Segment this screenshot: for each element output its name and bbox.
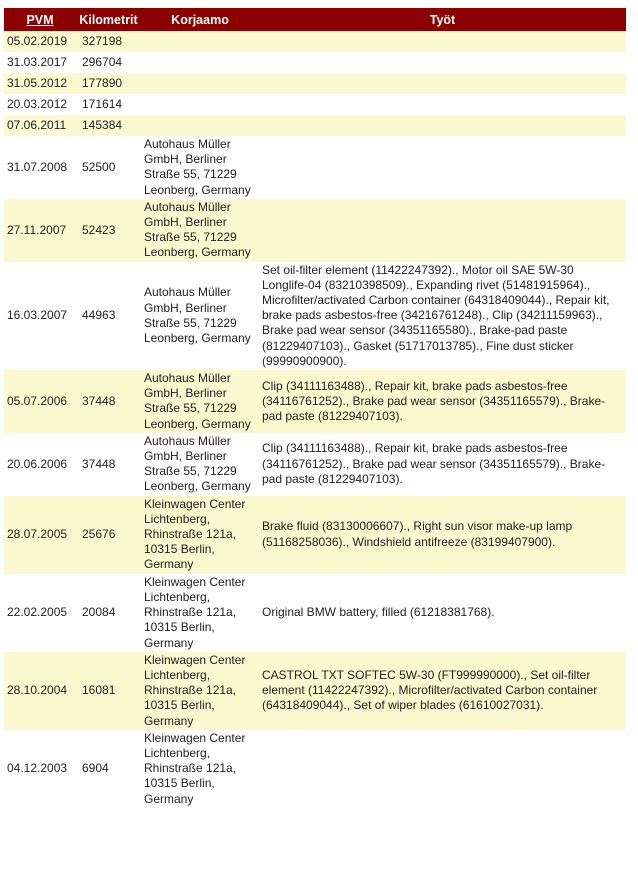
cell-km: 171614	[82, 96, 123, 111]
cell-shop: Kleinwagen Center Lichtenberg, Rhinstraße 121a, 10315 Berlin, Germany	[144, 496, 246, 572]
cell-date: 22.02.2005	[7, 605, 68, 620]
column-header-work: Työt	[429, 12, 456, 27]
cell-km: 6904	[82, 761, 109, 776]
cell-date: 20.03.2012	[7, 96, 68, 111]
table-row	[4, 496, 626, 574]
cell-km: 16081	[82, 683, 116, 698]
cell-km: 44963	[82, 308, 116, 323]
cell-shop: Autohaus Müller GmbH, Berliner Straße 55, 71229 Leonberg, Germany	[144, 285, 251, 346]
table-row	[4, 94, 626, 115]
cell-km: 37448	[82, 456, 116, 471]
cell-date: 04.12.2003	[7, 761, 68, 776]
cell-work: Original BMW battery, filled (61218381768).	[262, 605, 495, 620]
cell-work: Clip (34111163488)., Repair kit, brake pads asbestos-free (34116761252)., Brake pad wear sensor (34351165579)., Brake-pad paste (81229407103).	[262, 441, 606, 486]
cell-km: 177890	[82, 75, 123, 90]
cell-km: 52423	[82, 222, 116, 237]
table-row	[4, 652, 626, 730]
column-header-km[interactable]: Kilometrit	[79, 12, 138, 27]
cell-date: 20.06.2006	[7, 456, 68, 471]
cell-shop: Kleinwagen Center Lichtenberg, Rhinstraße 121a, 10315 Berlin, Germany	[144, 652, 246, 728]
table-row	[4, 31, 626, 52]
cell-work: Set oil-filter element (11422247392)., Motor oil SAE 5W-30 Longlife-04 (83210398509)., Expanding rivet (51481915964)., Microfilter/activated Carbon container (64318409044)., Repair kit, brake pads asbestos-free (34216761248)., Clip (34211159963)., Brake pad wear sensor (34351165580)., Brake-pad paste (81229407103)., Gasket (51717013785)., Fine dust sticker (99990900900).	[262, 262, 610, 368]
cell-work	[259, 52, 626, 73]
cell-km: 296704	[82, 54, 123, 69]
cell-work	[259, 115, 626, 136]
cell-work: Brake fluid (83130006607)., Right sun visor make-up lamp (51168258036)., Windshield antifreeze (83199407900).	[262, 519, 573, 549]
cell-date: 07.06.2011	[7, 117, 67, 132]
service-history-table	[4, 8, 626, 808]
table-row	[4, 73, 626, 94]
cell-work	[259, 31, 626, 52]
table-row	[4, 574, 626, 652]
cell-shop	[141, 52, 259, 73]
cell-date: 28.07.2005	[7, 527, 68, 542]
cell-work	[259, 94, 626, 115]
page-edge	[632, 0, 638, 893]
cell-work	[259, 199, 626, 262]
cell-shop	[141, 115, 259, 136]
cell-shop: Autohaus Müller GmbH, Berliner Straße 55, 71229 Leonberg, Germany	[144, 137, 251, 197]
cell-km: 327198	[82, 33, 123, 48]
cell-shop: Autohaus Müller GmbH, Berliner Straße 55, 71229 Leonberg, Germany	[144, 199, 251, 260]
column-header-date[interactable]: PVM	[26, 12, 54, 27]
cell-km: 20084	[82, 605, 116, 620]
cell-shop: Autohaus Müller GmbH, Berliner Straße 55, 71229 Leonberg, Germany	[144, 371, 251, 431]
cell-work	[259, 730, 626, 808]
service-history	[4, 8, 626, 808]
cell-date: 05.02.2019	[7, 33, 68, 48]
cell-shop	[141, 31, 259, 52]
cell-work	[259, 136, 626, 199]
table-row	[4, 199, 626, 262]
cell-work: CASTROL TXT SOFTEC 5W-30 (FT999990000)., Set oil-filter element (11422247392)., Microfilter/activated Carbon container (64318409044)., Set of wiper blades (61610027031).	[262, 667, 598, 713]
table-row	[4, 262, 626, 370]
cell-shop	[141, 94, 259, 115]
table-row	[4, 115, 626, 136]
cell-date: 31.03.2017	[7, 54, 68, 69]
cell-date: 28.10.2004	[7, 683, 68, 698]
table-row	[4, 370, 626, 433]
cell-work	[259, 73, 626, 94]
column-header-shop: Korjaamo	[171, 12, 229, 27]
table-row	[4, 136, 626, 199]
cell-km: 145384	[82, 117, 123, 132]
cell-km: 52500	[82, 159, 116, 174]
table-row	[4, 433, 626, 496]
cell-km: 25676	[82, 527, 116, 542]
cell-date: 05.07.2006	[7, 393, 68, 408]
cell-km: 37448	[82, 393, 116, 408]
cell-shop: Autohaus Müller GmbH, Berliner Straße 55, 71229 Leonberg, Germany	[144, 433, 251, 494]
cell-date: 31.05.2012	[7, 75, 68, 90]
cell-shop: Kleinwagen Center Lichtenberg, Rhinstraße 121a, 10315 Berlin, Germany	[144, 730, 246, 806]
cell-date: 27.11.2007	[7, 222, 67, 237]
cell-date: 31.07.2008	[7, 159, 68, 174]
table-header-row	[4, 8, 626, 31]
table-row	[4, 52, 626, 73]
cell-work: Clip (34111163488)., Repair kit, brake pads asbestos-free (34116761252)., Brake pad wear sensor (34351165579)., Brake-pad paste (81229407103).	[262, 378, 606, 424]
cell-date: 16.03.2007	[7, 308, 68, 323]
cell-shop: Kleinwagen Center Lichtenberg, Rhinstraße 121a, 10315 Berlin, Germany	[144, 574, 246, 650]
table-row	[4, 730, 626, 808]
cell-shop	[141, 73, 259, 94]
